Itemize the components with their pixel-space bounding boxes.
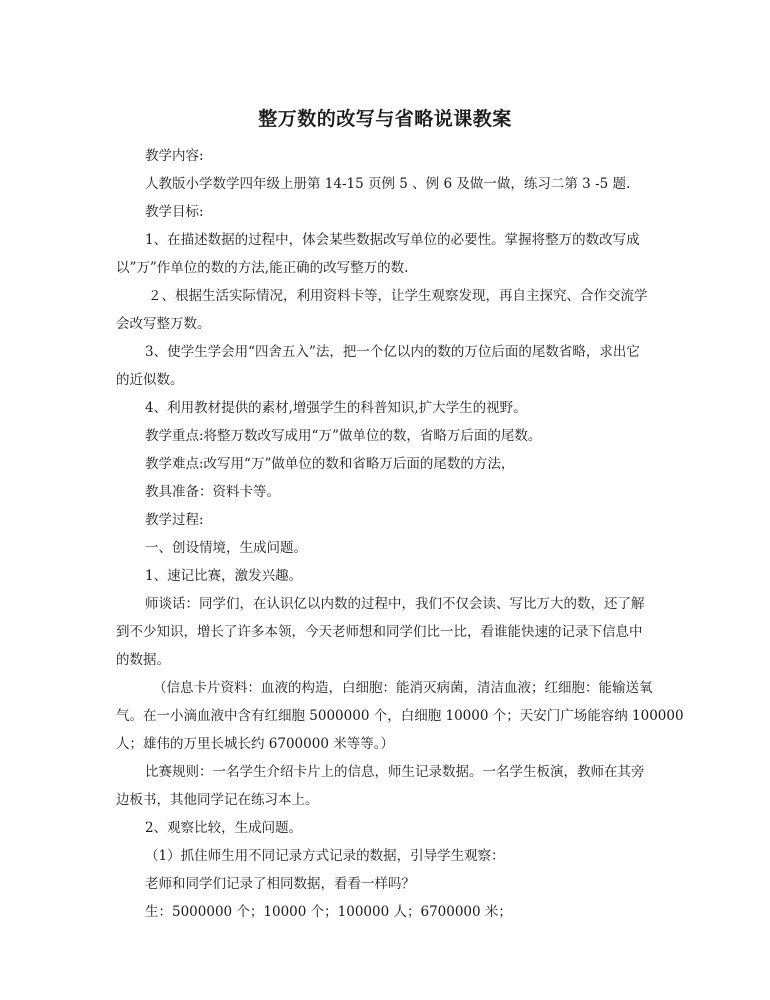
- student-answer: 生：5000000 个；10000 个；100000 人；6700000 米；: [145, 904, 512, 920]
- rules-line-2: 边板书，其他同学记在练习本上。: [116, 792, 319, 808]
- teacher-talk-line-1: 师谈话：同学们，在认识亿以内数的过程中，我们不仅会读、写比万大的数，还了解: [145, 596, 645, 612]
- section-heading-process: 教学过程:: [145, 512, 204, 528]
- info-card-line-3: 人；雄伟的万里长城长约 6700000 米等等。）: [116, 736, 394, 752]
- section-heading-goals: 教学目标:: [145, 204, 204, 220]
- document-title: 整万数的改写与省略说课教案: [258, 108, 512, 130]
- difficult-points: 教学难点:改写用“万”做单位的数和省略万后面的尾数的方法，: [145, 456, 515, 472]
- teacher-talk-line-2: 到不少知识，增长了许多本领，今天老师想和同学们比一比，看谁能快速的记录下信息中: [116, 624, 643, 640]
- goal-3-line-1: 3、使学生学会用“四舍五入”法，把一个亿以内的数的万位后面的尾数省略，求出它: [145, 344, 640, 360]
- step-1-2-heading: 2、观察比较，生成问题。: [145, 820, 303, 836]
- goal-2-line-1: ２、根据生活实际情况，利用资料卡等，让学生观察发现，再自主探究、合作交流学: [148, 288, 648, 304]
- info-card-line-2: 气。在一小滴血液中含有红细胞 5000000 个，白细胞 10000 个；天安门广场能容纳 100000: [116, 708, 684, 724]
- goal-1-line-2: 以”万”作单位的数的方法,能正确的改写整万的数.: [116, 260, 409, 276]
- goal-4: 4、利用教材提供的素材,增强学生的科普知识,扩大学生的视野。: [145, 400, 527, 416]
- section-heading-content: 教学内容:: [145, 148, 204, 164]
- step-1-heading: 一、创设情境，生成问题。: [145, 540, 307, 556]
- content-text: 人教版小学数学四年级上册第 14-15 页例 5 、例 6 及做一做，练习二第 3 -5 题.: [145, 176, 631, 192]
- teacher-question: 老师和同学们记录了相同数据，看看一样吗？: [145, 876, 415, 892]
- observe-instruction: （1）抓住师生用不同记录方式记录的数据，引导学生观察：: [145, 848, 505, 864]
- goal-1-line-1: 1、在描述数据的过程中，体会某些数据改写单位的必要性。掌握将整万的数改写成: [145, 232, 640, 248]
- goal-2-line-2: 会改写整万数。: [116, 316, 211, 332]
- teaching-aids: 教具准备：资料卡等。: [145, 484, 280, 500]
- rules-line-1: 比赛规则：一名学生介绍卡片上的信息，师生记录数据。一名学生板演，教师在其旁: [145, 764, 645, 780]
- info-card-line-1: （信息卡片资料：血液的构造，白细胞：能消灭病菌，清洁血液；红细胞：能输送氧: [153, 680, 653, 696]
- goal-3-line-2: 的近似数。: [116, 372, 184, 388]
- step-1-1-heading: 1、速记比赛，激发兴趣。: [145, 568, 303, 584]
- teacher-talk-line-3: 的数据。: [116, 652, 170, 668]
- key-points: 教学重点:将整万数改写成用“万”做单位的数，省略万后面的尾数。: [145, 428, 542, 444]
